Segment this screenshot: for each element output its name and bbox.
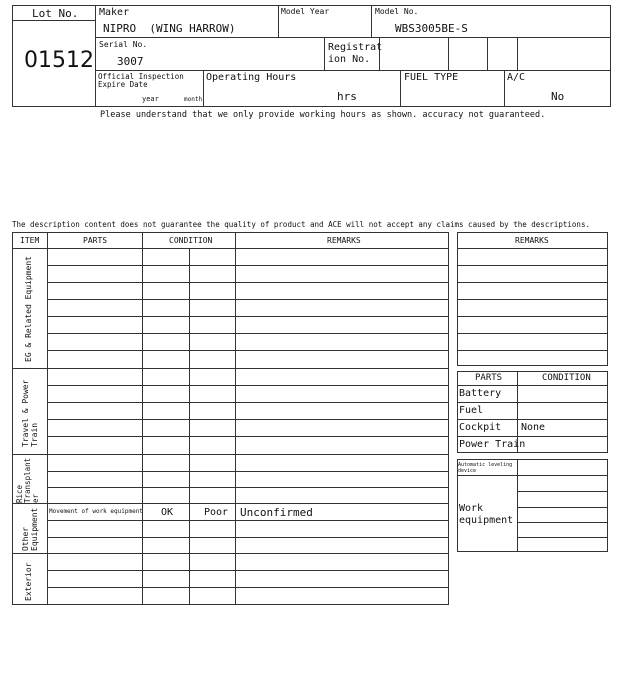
- cockpit-condition: None: [521, 422, 546, 433]
- work-equipment-part: Movement of work equipment: [49, 508, 143, 515]
- item-header: ITEM: [20, 236, 40, 245]
- side-remarks-header: REMARKS: [515, 236, 549, 245]
- inspection-label: Official Inspection Expire Date: [98, 72, 184, 89]
- section-label-rice: Rice Transplant er: [15, 457, 40, 503]
- fuel-type-label: FUEL TYPE: [404, 72, 459, 83]
- year-label: year: [142, 95, 159, 103]
- side-condition-header: CONDITION: [542, 373, 591, 383]
- maker-label: Maker: [99, 7, 130, 18]
- model-no-value: WBS3005BE-S: [395, 22, 468, 35]
- ac-value: No: [551, 90, 565, 103]
- fuel-label: Fuel: [459, 405, 484, 416]
- lot-number: 01512: [24, 48, 94, 73]
- power-train-label: Power Train: [459, 439, 526, 450]
- description-disclaimer: The description content does not guarantee the quality of product and ACE will not accept any claims caused by the descriptions.: [12, 220, 590, 229]
- section-label-other: Other Equipment: [21, 507, 39, 551]
- auto-leveling-label: Automatic leveling device: [458, 462, 513, 474]
- section-label-exterior: Exterior: [24, 562, 33, 601]
- section-label-travel: Travel & Power Train: [21, 379, 39, 447]
- serial-value: 3007: [117, 55, 144, 68]
- battery-label: Battery: [459, 388, 502, 399]
- cockpit-label: Cockpit: [459, 422, 502, 433]
- lot-label: Lot No.: [32, 7, 79, 20]
- remarks-header: REMARKS: [327, 236, 361, 245]
- side-parts-header: PARTS: [475, 373, 503, 383]
- operating-hours-label: Operating Hours: [206, 72, 297, 83]
- model-year-label: Model Year: [281, 7, 330, 16]
- ac-label: A/C: [507, 72, 526, 83]
- work-equipment-label: Work equipment: [459, 503, 514, 526]
- work-equipment-ok: OK: [161, 507, 174, 518]
- maker-value: NIPRO (WING HARROW): [103, 22, 236, 35]
- month-label: month: [184, 96, 203, 103]
- section-label-eg: EG & Related Equipment: [24, 256, 33, 362]
- work-equipment-remark: Unconfirmed: [240, 506, 313, 519]
- registration-label: Registrat ion No.: [328, 42, 383, 65]
- hours-disclaimer: Please understand that we only provide working hours as shown. accuracy not guaranteed.: [100, 110, 546, 120]
- serial-label: Serial No.: [99, 40, 148, 49]
- condition-header: CONDITION: [169, 236, 213, 245]
- parts-header: PARTS: [83, 236, 108, 245]
- work-equipment-poor: Poor: [204, 507, 229, 518]
- hours-unit: hrs: [337, 90, 357, 103]
- model-no-label: Model No.: [375, 7, 419, 16]
